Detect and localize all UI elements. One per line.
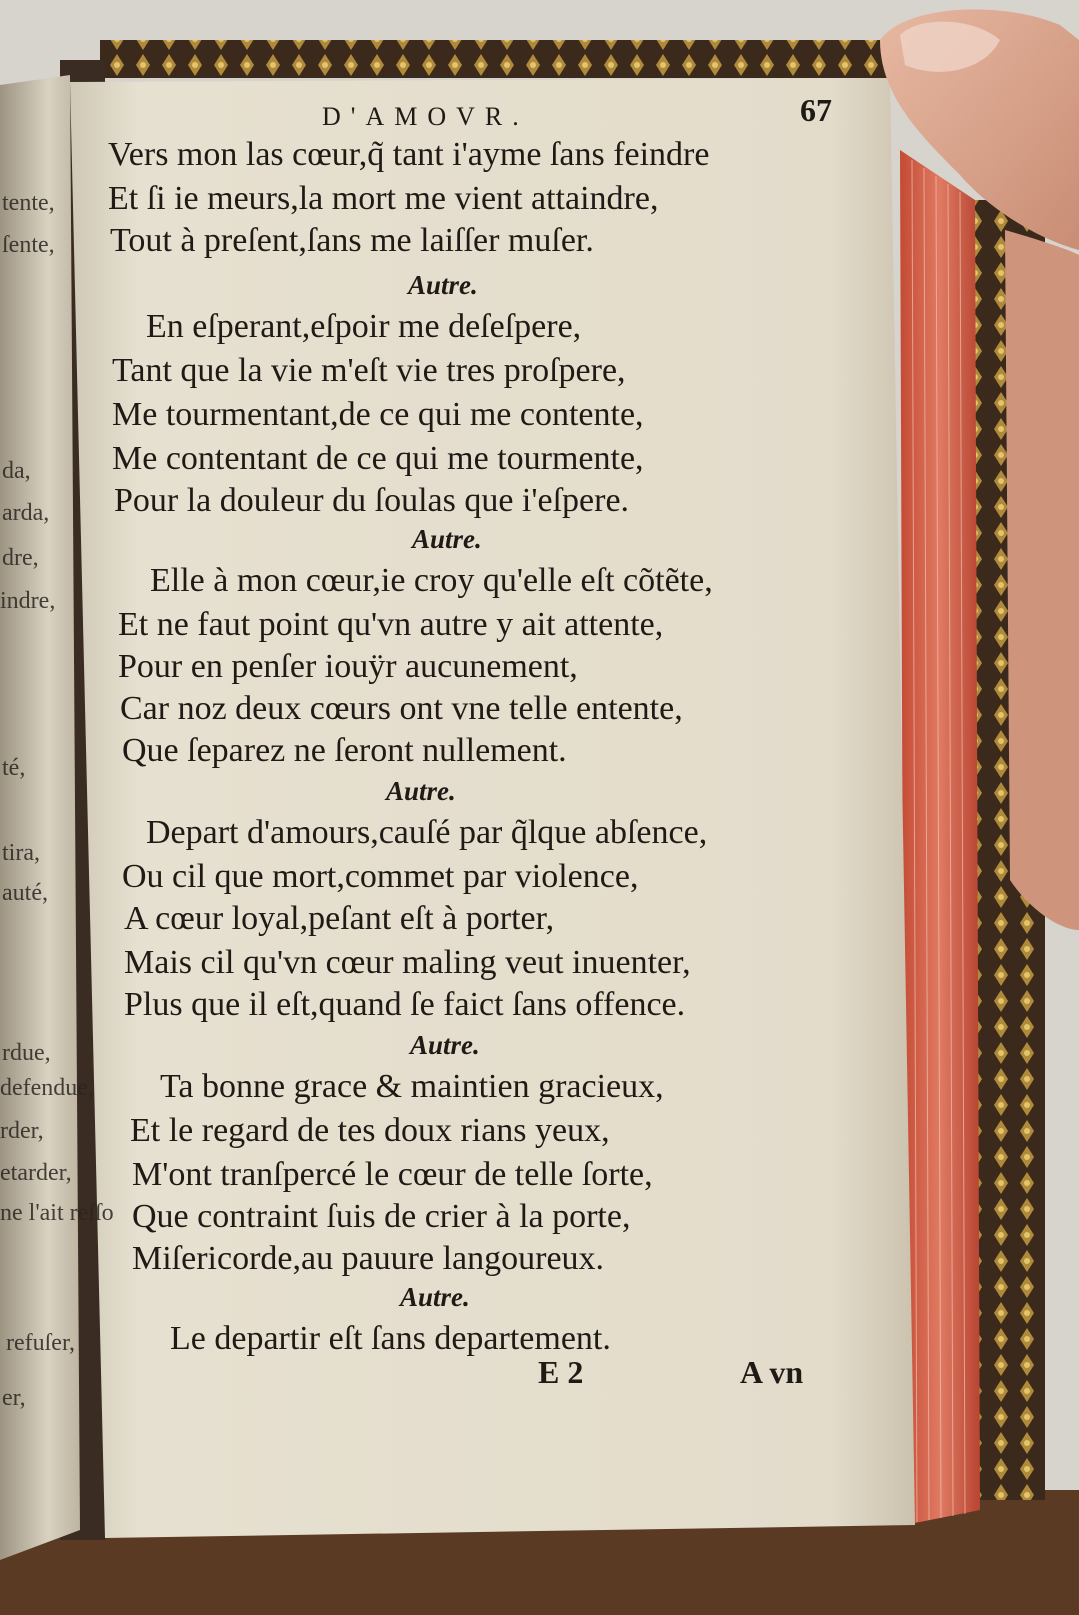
left-fragment: indre, [0,588,56,614]
page-number: 67 [800,92,832,128]
left-fragment: ſente, [2,232,55,258]
verse-line: Et le regard de tes doux rians yeux, [130,1112,610,1149]
verse-line: Tant que la vie m'eſt vie tres proſpere, [112,352,626,389]
left-fragment: rdue, [2,1040,51,1066]
fingers [1005,230,1079,930]
left-fragment: defendue, [0,1075,94,1101]
left-fragment: arda, [2,500,50,526]
verse-line: Depart d'amours,cauſé par q̃lque abſence, [146,814,708,851]
catchword: A vn [740,1354,804,1390]
running-head: D'AMOVR. [322,102,529,131]
poem-heading: Autre. [410,1030,480,1060]
left-fragment: tente, [2,190,55,216]
verse-line: Que ſeparez ne ſeront nullement. [122,732,567,769]
verse-line: Que contraint ſuis de crier à la porte, [132,1198,631,1235]
verse-line: Tout à preſent,ſans me laiſſer muſer. [110,222,594,259]
left-fragment: tira, [2,840,40,866]
verse-line: Pour la douleur du ſoulas que i'eſpere. [114,482,630,519]
verse-line: M'ont tranſpercé le cœur de telle ſorte, [132,1156,653,1193]
left-fragment: té, [2,755,26,781]
verse-line: Car noz deux cœurs ont vne telle entente, [120,690,683,727]
verse-line: Et ne faut point qu'vn autre y ait attente, [118,606,664,643]
verse-line: Le departir eſt ſans departement. [170,1320,611,1357]
verse-line: Pour en penſer iouÿr aucunement, [118,648,578,685]
left-fragment: rder, [0,1118,44,1144]
left-fragment: er, [2,1385,26,1411]
poem-heading: Autre. [412,524,482,554]
poem-heading: Autre. [400,1282,470,1312]
signature-mark: E 2 [538,1354,584,1390]
verse-line: Elle à mon cœur,ie croy qu'elle eſt cõtẽte, [150,562,713,599]
verse-line: Me tourmentant,de ce qui me contente, [112,396,644,433]
poem-heading: Autre. [408,270,478,300]
left-fragment: ne l'ait reſſo [0,1200,114,1226]
verse-line: A cœur loyal,peſant eſt à porter, [124,900,555,937]
poem-heading: Autre. [386,776,456,806]
verse-line: Ou cil que mort,commet par violence, [122,858,639,895]
left-fragment: dre, [2,545,39,571]
verse-line: En eſperant,eſpoir me deſeſpere, [146,308,582,345]
right-page-text [100,88,860,1448]
verse-line: Vers mon las cœur,q̃ tant i'ayme ſans feindre [108,136,710,173]
verse-line: Plus que il eſt,quand ſe faict ſans offence. [124,986,686,1023]
verse-line: Mais cil qu'vn cœur maling veut inuenter, [124,944,691,981]
top-gilt-edge [100,40,900,78]
verse-line: Miſericorde,au pauure langoureux. [132,1240,605,1277]
left-fragment: auté, [2,880,48,906]
verse-line: Me contentant de ce qui me tourmente, [112,440,644,477]
verse-line: Ta bonne grace & maintien gracieux, [160,1068,664,1105]
verse-line: Et ſi ie meurs,la mort me vient attaindre, [108,180,659,217]
left-fragment: da, [2,458,31,484]
left-fragment: etarder, [0,1160,72,1186]
left-fragment: refuſer, [6,1330,75,1356]
